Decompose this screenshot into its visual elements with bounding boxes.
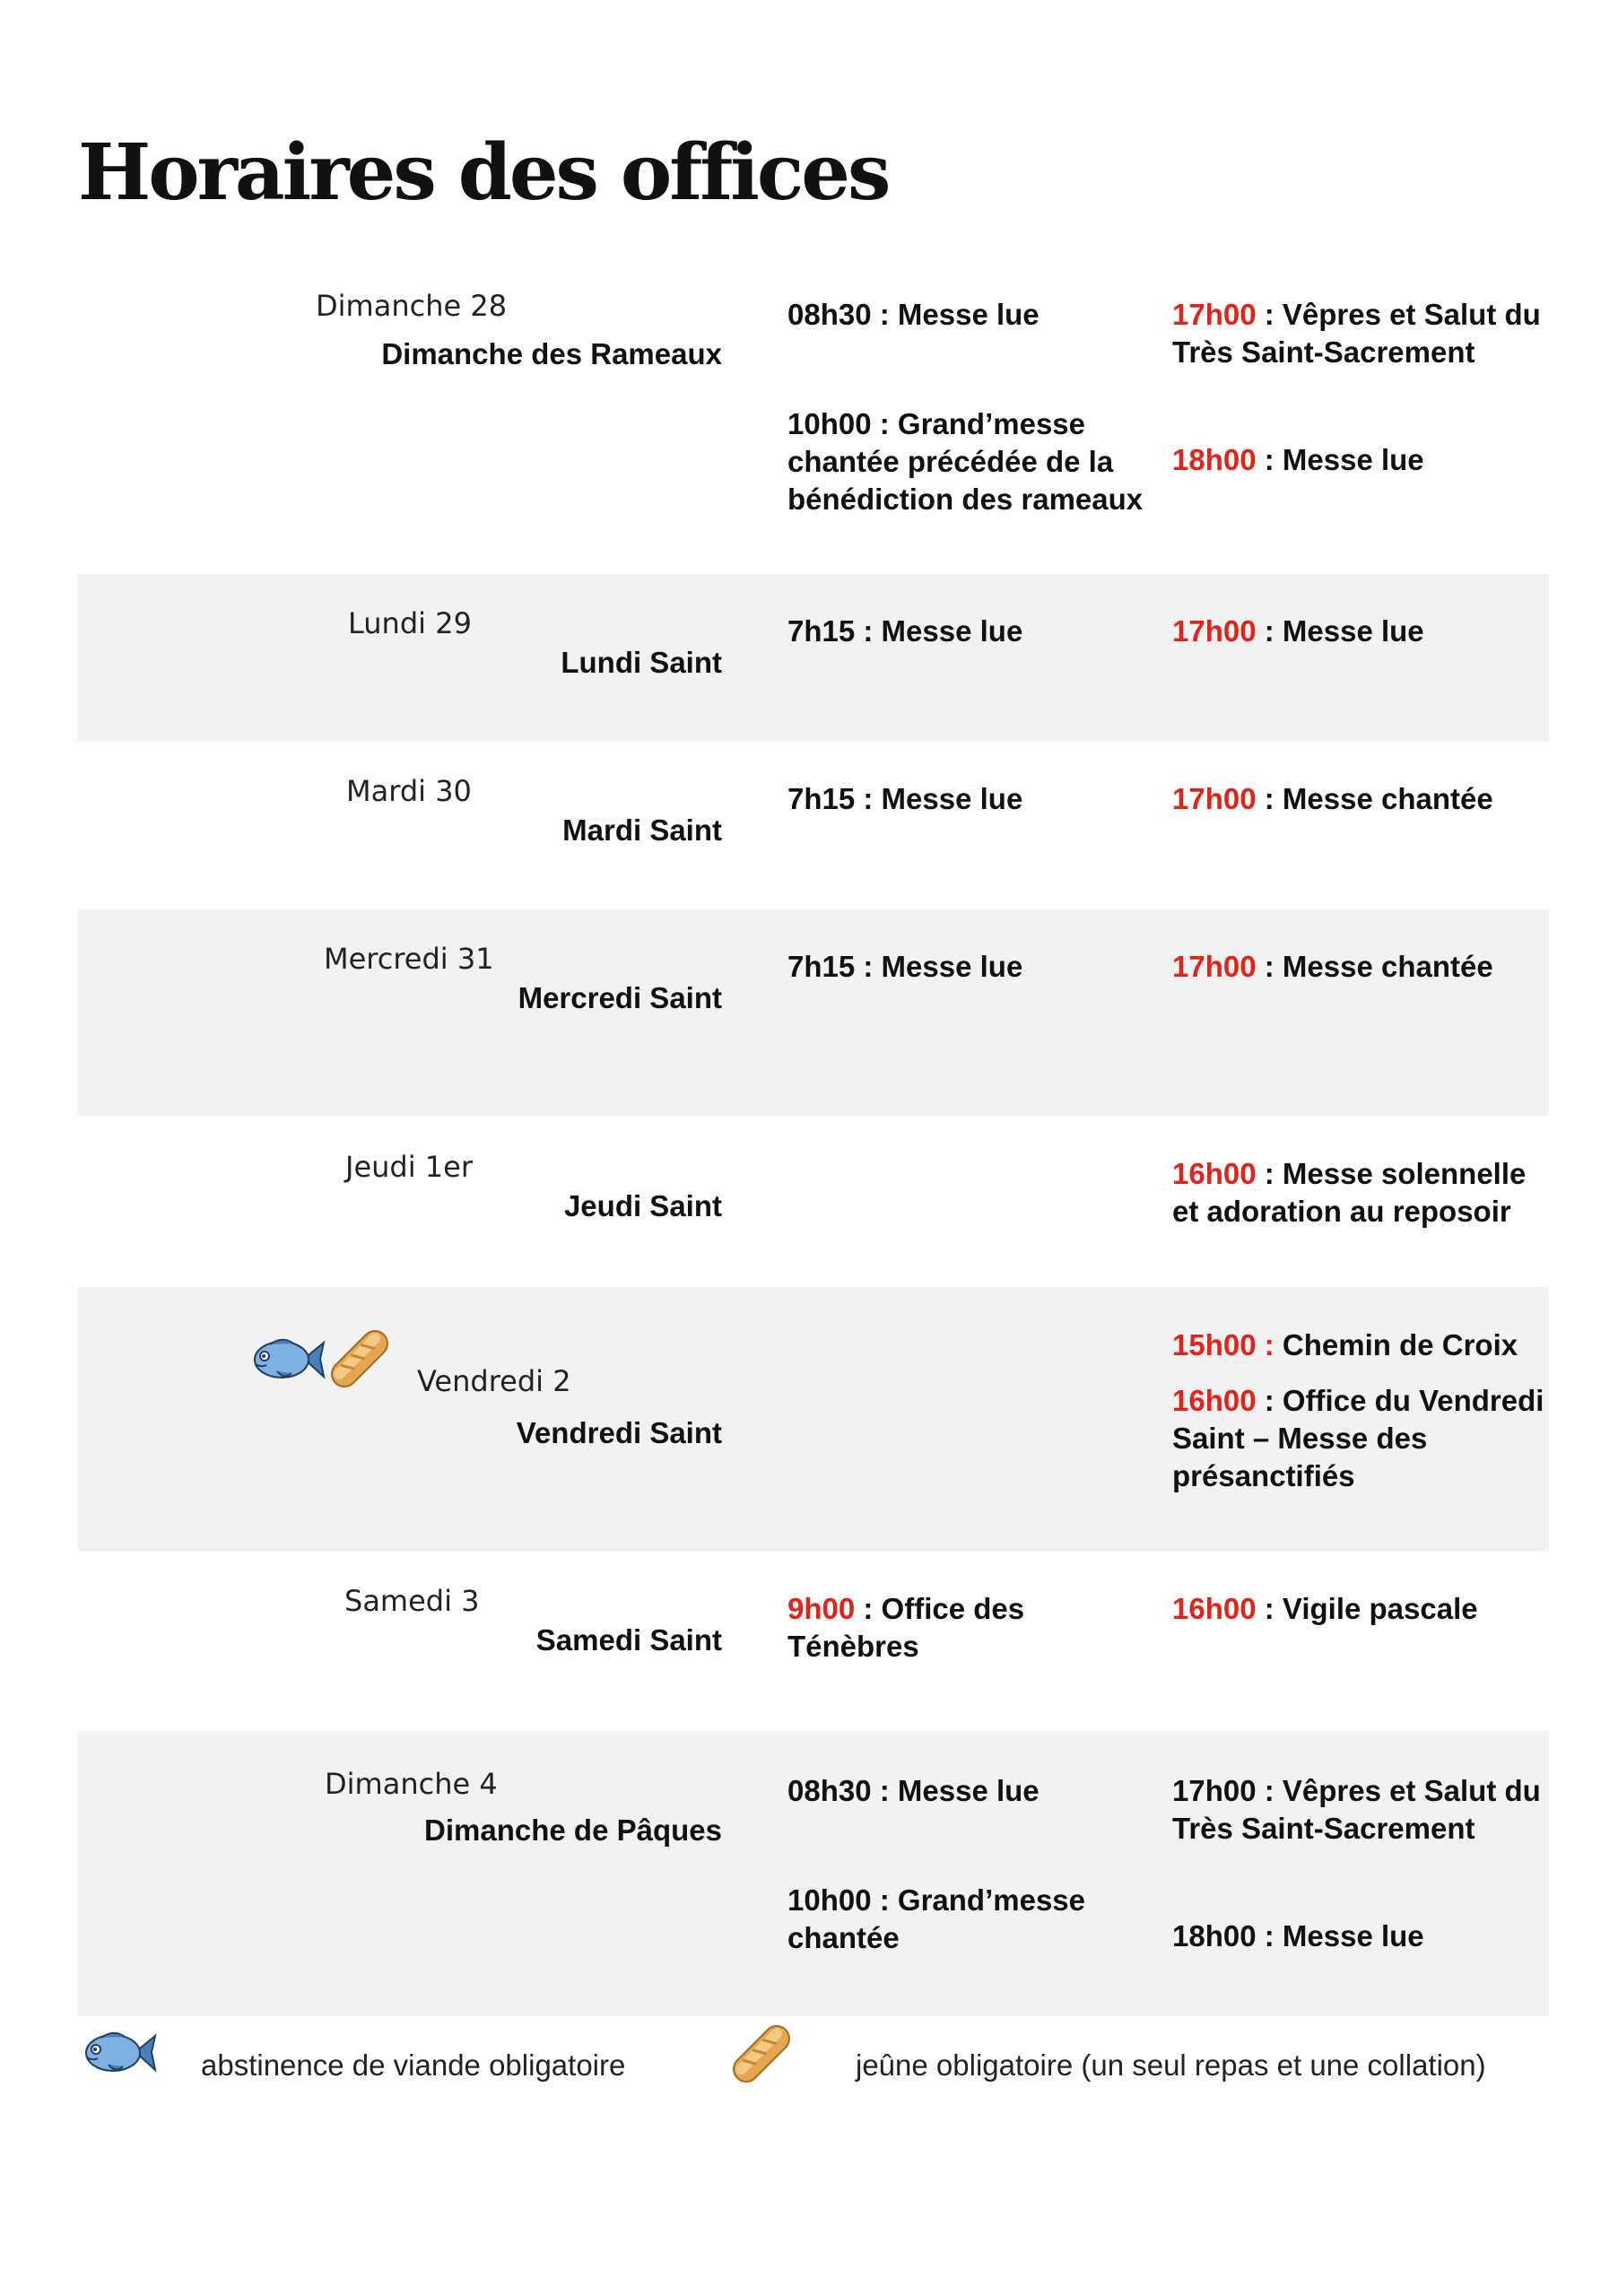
evening-slot xyxy=(1172,441,1553,479)
time: 17h00 xyxy=(1172,950,1257,983)
time: 17h00 xyxy=(1172,614,1257,648)
time: 10h00 xyxy=(787,1883,872,1917)
feast-label: Mardi Saint xyxy=(562,813,722,847)
time: 16h00 xyxy=(1172,1157,1257,1190)
day-label: Jeudi 1er xyxy=(345,1150,473,1184)
feast-label: Samedi Saint xyxy=(535,1623,722,1657)
office: Chemin de Croix xyxy=(1274,1328,1518,1361)
schedule-row-lundi-29 xyxy=(78,574,1549,742)
day-label: Mercredi 31 xyxy=(324,942,494,976)
schedule-row-mardi-30 xyxy=(78,742,1549,909)
office: : Messe lue xyxy=(871,298,1040,331)
time: 10h00 xyxy=(787,407,872,440)
evening-slot xyxy=(1172,296,1553,371)
office: : Messe chantée xyxy=(1256,782,1493,815)
evening-slot xyxy=(1172,613,1553,650)
time: 16h00 xyxy=(1172,1592,1257,1625)
office: : Messe lue xyxy=(871,1774,1040,1807)
morning-slot xyxy=(787,296,1146,334)
legend xyxy=(78,2009,1549,2099)
time: 08h30 xyxy=(787,298,872,331)
office: : Vêpres et Salut du Très Saint-Sacrement xyxy=(1172,298,1541,369)
office: : Vêpres et Salut du Très Saint-Sacrement xyxy=(1172,1774,1541,1845)
schedule-row-jeudi-1er xyxy=(78,1116,1549,1287)
schedule-row-dimanche-4 xyxy=(78,1731,1549,2016)
legend-fish-label: abstinence de viande obligatoire xyxy=(201,2048,626,2082)
fish-icon xyxy=(82,2025,157,2079)
office: : Grand’messe chantée xyxy=(787,1883,1086,1954)
time: 17h00 xyxy=(1172,298,1257,331)
office: : Messe chantée xyxy=(1256,950,1493,983)
time: 17h00 xyxy=(1172,1774,1257,1807)
time: 15h00 : xyxy=(1172,1328,1274,1361)
morning-slot xyxy=(787,405,1146,518)
time: 7h15 xyxy=(787,782,856,815)
office: : Vigile pascale xyxy=(1256,1592,1478,1625)
evening-slot xyxy=(1172,1382,1553,1495)
office: : Messe lue xyxy=(855,614,1023,648)
time: 16h00 xyxy=(1172,1384,1257,1417)
time: 17h00 xyxy=(1172,782,1257,815)
day-label: Dimanche 28 xyxy=(316,289,508,323)
feast-label: Vendredi Saint xyxy=(516,1416,722,1449)
time: 08h30 xyxy=(787,1774,872,1807)
time: 7h15 xyxy=(787,614,856,648)
morning-slot xyxy=(787,780,1146,818)
time: 18h00 xyxy=(1172,443,1257,476)
office: : Office du Vendredi Saint – Messe des présanctifiés xyxy=(1172,1384,1544,1492)
feast-label: Dimanche des Rameaux xyxy=(381,337,722,370)
office: : Messe lue xyxy=(1256,1919,1424,1952)
feast-label: Lundi Saint xyxy=(561,646,722,679)
time: 18h00 xyxy=(1172,1919,1257,1952)
fish-icon xyxy=(250,1332,326,1386)
feast-label: Dimanche de Pâques xyxy=(424,1813,722,1847)
schedule-row-mercredi-31 xyxy=(78,909,1549,1116)
morning-slot xyxy=(787,613,1146,650)
evening-slot xyxy=(1172,1918,1553,1955)
feast-label: Jeudi Saint xyxy=(563,1189,722,1222)
time: 9h00 xyxy=(787,1592,856,1625)
morning-slot xyxy=(787,1772,1146,1810)
office: : Messe lue xyxy=(855,950,1023,983)
day-label: Mardi 30 xyxy=(346,774,472,808)
office: : Grand’messe chantée précédée de la bénédiction des rameaux xyxy=(787,407,1144,516)
schedule-row-samedi-3 xyxy=(78,1552,1549,1731)
legend-bread-label: jeûne obligatoire (un seul repas et une collation) xyxy=(856,2048,1486,2082)
day-label: Vendredi 2 xyxy=(417,1364,571,1398)
schedule-row-dimanche-28 xyxy=(78,278,1549,574)
day-label: Samedi 3 xyxy=(344,1584,480,1618)
evening-slot xyxy=(1172,1590,1553,1628)
office: : Messe lue xyxy=(1256,614,1424,648)
day-label: Dimanche 4 xyxy=(325,1767,498,1801)
time: 7h15 xyxy=(787,950,856,983)
office: : Messe solennelle et adoration au reposoir xyxy=(1172,1157,1527,1228)
morning-slot xyxy=(787,1590,1146,1665)
office: : Messe lue xyxy=(1256,443,1424,476)
evening-slot xyxy=(1172,1772,1553,1848)
evening-slot xyxy=(1172,1155,1553,1231)
evening-slot xyxy=(1172,780,1553,818)
morning-slot xyxy=(787,948,1146,986)
morning-slot xyxy=(787,1882,1146,1957)
evening-slot xyxy=(1172,948,1553,986)
page-title: Horaires des offices xyxy=(78,127,889,218)
schedule-row-vendredi-2 xyxy=(78,1287,1549,1552)
office: : Messe lue xyxy=(855,782,1023,815)
evening-slot xyxy=(1172,1326,1553,1364)
day-label: Lundi 29 xyxy=(348,606,472,640)
bread-icon xyxy=(322,1323,397,1395)
feast-label: Mercredi Saint xyxy=(518,981,722,1014)
office: : Office des Ténèbres xyxy=(787,1592,1025,1663)
bread-icon xyxy=(724,2018,799,2090)
